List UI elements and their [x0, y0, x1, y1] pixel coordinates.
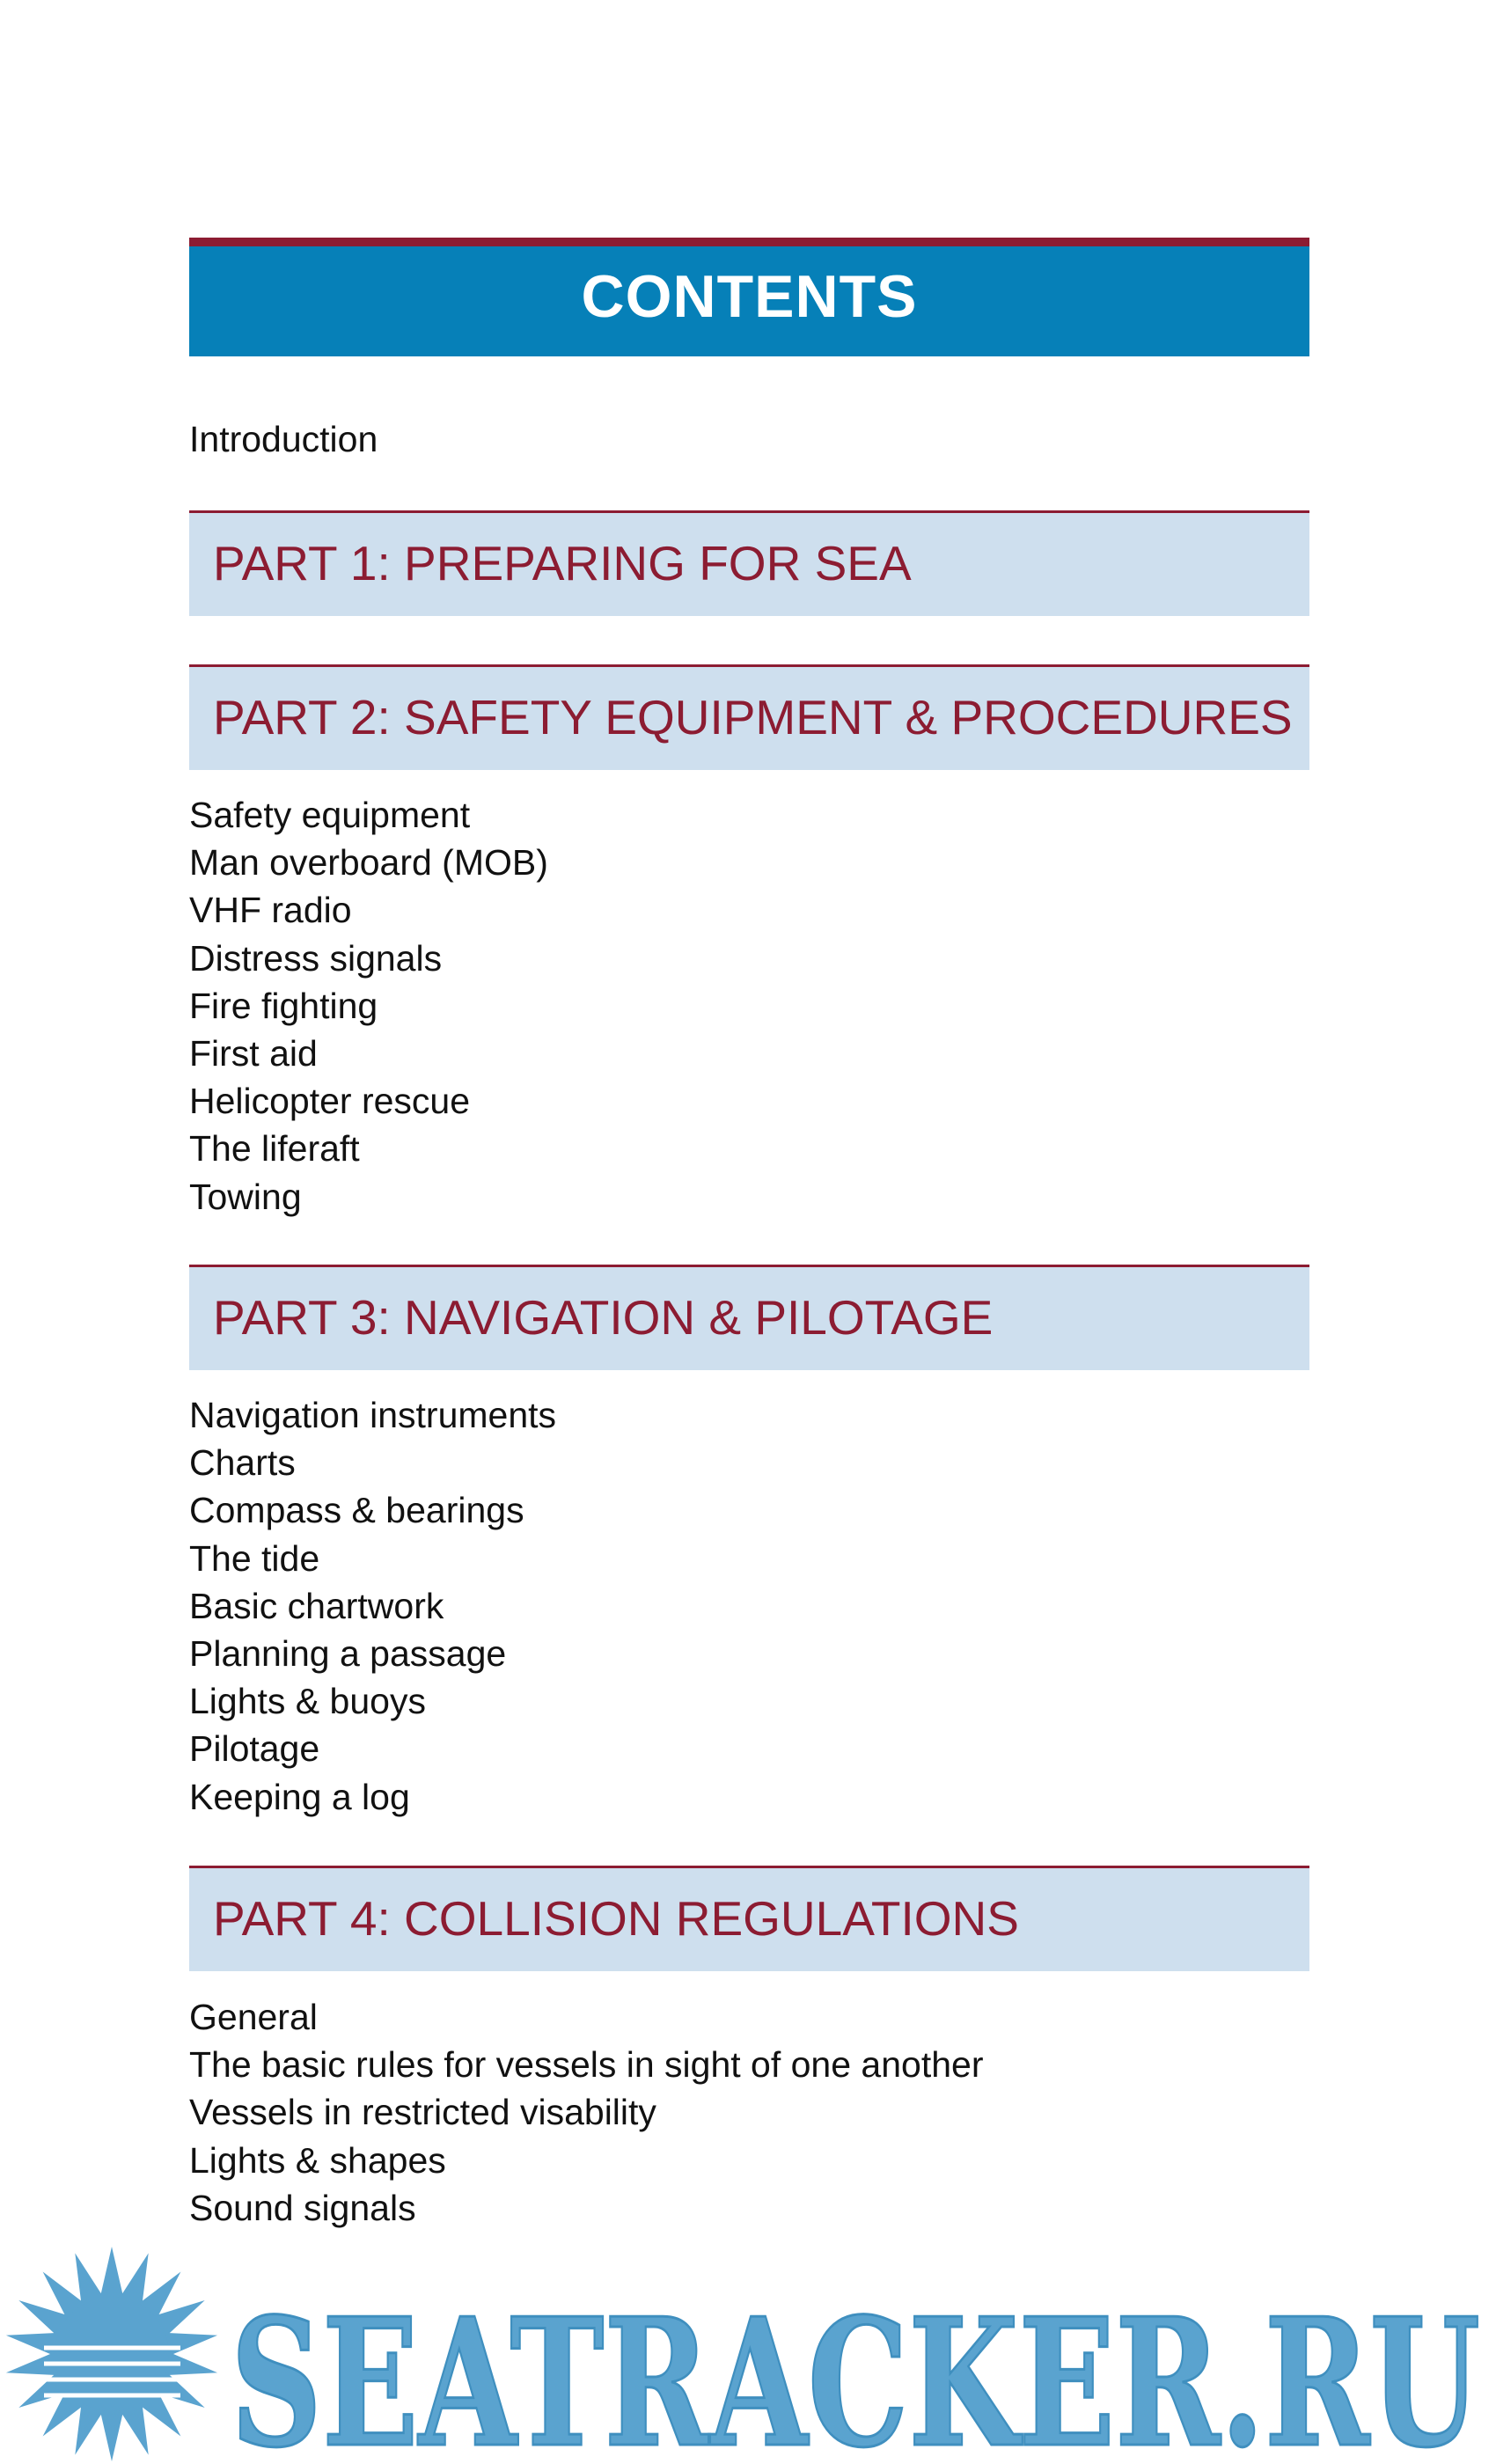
toc-entry[interactable]: Sound signals: [189, 2187, 416, 2228]
part-3-heading-bar[interactable]: [189, 1265, 1309, 1370]
toc-entry[interactable]: Safety equipment: [189, 795, 471, 835]
toc-entry[interactable]: Fire fighting: [189, 985, 378, 1026]
part-1-title: PART 1: PREPARING FOR SEA: [213, 535, 912, 590]
part-2-title: PART 2: SAFETY EQUIPMENT & PROCEDURES: [213, 689, 1293, 744]
toc-entry-introduction[interactable]: Introduction: [189, 419, 378, 459]
part-3-entry-list: [189, 1391, 556, 1821]
toc-entry[interactable]: Navigation instruments: [189, 1395, 557, 1435]
toc-entry[interactable]: Man overboard (MOB): [189, 842, 548, 884]
toc-entry[interactable]: Basic chartwork: [189, 1585, 444, 1626]
toc-entry[interactable]: Lights & shapes: [189, 2139, 446, 2181]
toc-entry[interactable]: Lights & buoys: [189, 1681, 426, 1722]
part-3-title: PART 3: NAVIGATION & PILOTAGE: [213, 1289, 994, 1345]
toc-entry[interactable]: Compass & bearings: [189, 1490, 524, 1531]
toc-entry[interactable]: The liferaft: [189, 1128, 360, 1170]
toc-entry[interactable]: Keeping a log: [189, 1776, 410, 1817]
sun-icon: [6, 2247, 217, 2461]
toc-entry[interactable]: General: [189, 1997, 318, 2037]
toc-entry[interactable]: Towing: [189, 1176, 302, 1217]
part-4-entry-list: [189, 1993, 983, 2232]
part-4-title: PART 4: COLLISION REGULATIONS: [213, 1890, 1019, 1946]
page-title: CONTENTS: [581, 262, 918, 330]
toc-entry[interactable]: The tide: [189, 1537, 320, 1579]
toc-entry[interactable]: The basic rules for vessels in sight of one another: [189, 2044, 984, 2086]
toc-entry[interactable]: Helicopter rescue: [189, 1081, 471, 1122]
part-1-heading-bar[interactable]: [189, 510, 1309, 616]
toc-entry[interactable]: Planning a passage: [189, 1632, 507, 1674]
part-4-heading-bar[interactable]: [189, 1866, 1309, 1971]
contents-header-bar: [189, 238, 1309, 356]
part-2-entry-list: [189, 791, 548, 1221]
toc-entry[interactable]: First aid: [189, 1032, 318, 1074]
toc-entry[interactable]: Distress signals: [189, 937, 443, 979]
toc-entry[interactable]: Pilotage: [189, 1728, 320, 1770]
toc-entry[interactable]: Vessels in restricted visability: [189, 2092, 656, 2133]
toc-entry[interactable]: VHF radio: [189, 890, 352, 931]
seatracker-watermark: [0, 2235, 1496, 2464]
part-2-heading-bar[interactable]: [189, 664, 1309, 770]
watermark-text: SEATRACKER.RU: [231, 2280, 1480, 2464]
toc-entry[interactable]: Charts: [189, 1442, 296, 1484]
